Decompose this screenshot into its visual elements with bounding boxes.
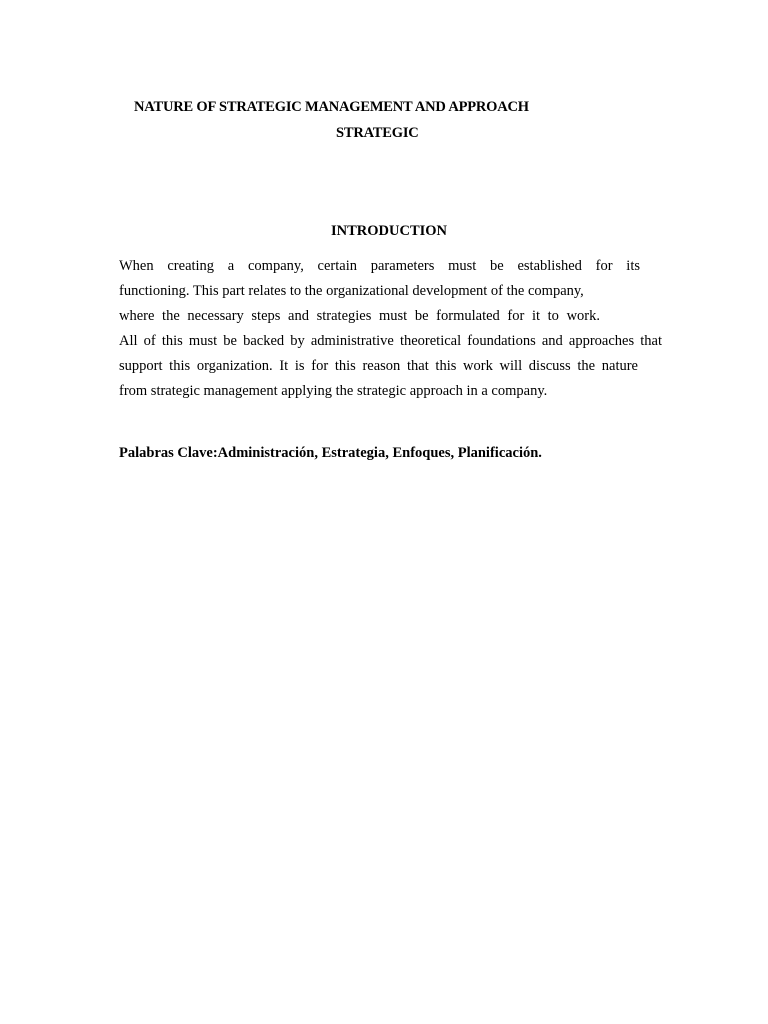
document-title-line-2: STRATEGIC bbox=[336, 125, 419, 141]
document-title-line-1: NATURE OF STRATEGIC MANAGEMENT AND APPROACH bbox=[134, 99, 529, 115]
section-heading-introduction: INTRODUCTION bbox=[331, 223, 448, 239]
paragraph-line: where the necessary steps and strategies must be formulated for it to work. bbox=[119, 308, 600, 324]
paragraph-line: When creating a company, certain parameters must be established for its bbox=[119, 258, 640, 274]
paragraph-line: All of this must be backed by administrative theoretical foundations and approaches that bbox=[119, 333, 662, 349]
paragraph-line: support this organization. It is for this reason that this work will discuss the nature bbox=[119, 358, 638, 374]
paragraph-line: from strategic management applying the strategic approach in a company. bbox=[119, 383, 548, 399]
paragraph-line: functioning. This part relates to the organizational development of the company, bbox=[119, 283, 584, 299]
keywords-line: Palabras Clave:Administración, Estrategia, Enfoques, Planificación. bbox=[119, 445, 542, 461]
